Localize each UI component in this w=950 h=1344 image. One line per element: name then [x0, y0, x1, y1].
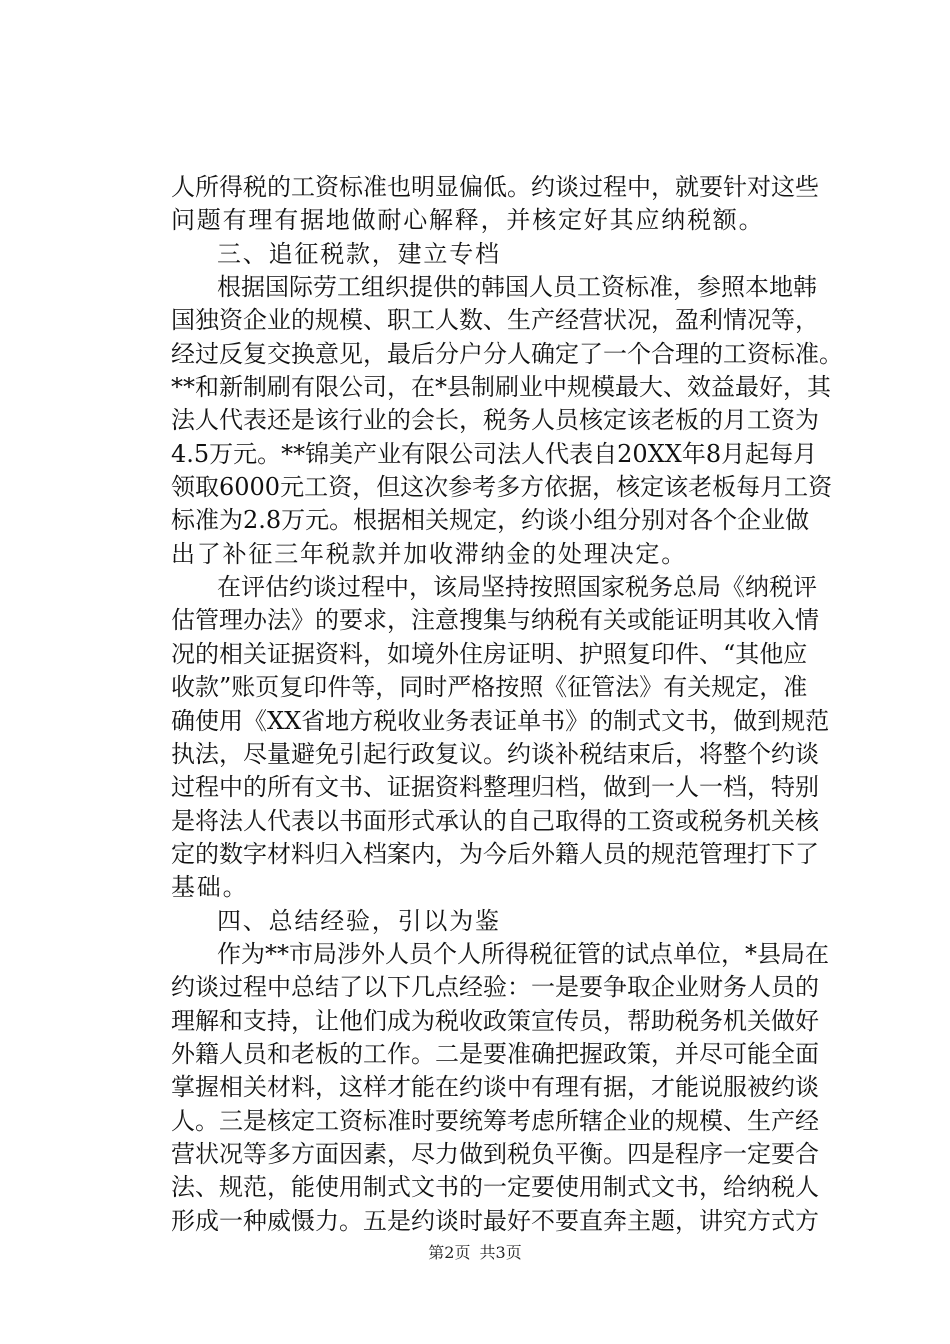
- text-line: 经过反复交换意见，最后分户分人确定了一个合理的工资标准。: [171, 339, 843, 368]
- text-line: 基础。: [171, 873, 249, 902]
- text-line: 在评估约谈过程中，该局坚持按照国家税务总局《纳税评: [217, 573, 817, 602]
- text-line: 人所得税的工资标准也明显偏低。约谈过程中，就要针对这些: [171, 173, 819, 201]
- text-line: **和新制刷有限公司，在*县制刷业中规模最大、效益最好，其: [171, 373, 831, 402]
- text-line: 根据国际劳工组织提供的韩国人员工资标准，参照本地韩: [217, 273, 817, 302]
- text-line: 况的相关证据资料，如境外住房证明、护照复印件、“其他应: [171, 639, 808, 668]
- text-line: 是将法人代表以书面形式承认的自己取得的工资或税务机关核: [171, 806, 819, 835]
- text-line: 四、总结经验，引以为鉴: [217, 906, 501, 935]
- text-line: 执法，尽量避免引起行政复议。约谈补税结束后，将整个约谈: [171, 739, 819, 768]
- text-line: 外籍人员和老板的工作。二是要准确把握政策，并尽可能全面: [171, 1039, 819, 1068]
- text-line: 标准为2.8万元。根据相关规定，约谈小组分别对各个企业做: [171, 506, 810, 535]
- text-line: 形成一种威慑力。五是约谈时最好不要直奔主题，讲究方式方: [171, 1206, 819, 1235]
- text-line: 三、追征税款，建立专档: [217, 239, 501, 268]
- text-line: 约谈过程中总结了以下几点经验：一是要争取企业财务人员的: [171, 973, 819, 1002]
- text-line: 4.5万元。**锦美产业有限公司法人代表自20XX年8月起每月: [171, 439, 818, 468]
- text-line: 理解和支持，让他们成为税收政策宣传员，帮助税务机关做好: [171, 1006, 819, 1035]
- page-footer: [0, 1243, 950, 1263]
- text-line: 估管理办法》的要求，注意搜集与纳税有关或能证明其收入情: [171, 606, 819, 635]
- document-body: [171, 171, 843, 1238]
- text-line: 出了补征三年税款并加收滞纳金的处理决定。: [171, 539, 687, 568]
- page-number: 第2页: [428, 1243, 471, 1262]
- text-line: 作为**市局涉外人员个人所得税征管的试点单位，*县局在: [217, 939, 829, 968]
- text-line: 法、规范，能使用制式文书的一定要使用制式文书，给纳税人: [171, 1173, 819, 1202]
- text-line: 掌握相关材料，这样才能在约谈中有理有据，才能说服被约谈: [171, 1073, 819, 1102]
- text-line: 人。三是核定工资标准时要统筹考虑所辖企业的规模、生产经: [171, 1106, 819, 1135]
- text-line: 过程中的所有文书、证据资料整理归档，做到一人一档，特别: [171, 773, 819, 802]
- page-total: 共3页: [479, 1243, 522, 1262]
- text-line: 确使用《XX省地方税收业务表证单书》的制式文书，做到规范: [171, 706, 830, 735]
- text-line: 定的数字材料归入档案内，为今后外籍人员的规范管理打下了: [171, 839, 819, 868]
- text-line: 领取6000元工资，但这次参考多方依据，核定该老板每月工资: [171, 473, 833, 502]
- text-line: 营状况等多方面因素，尽力做到税负平衡。四是程序一定要合: [171, 1139, 819, 1168]
- text-line: 问题有理有据地做耐心解释，并核定好其应纳税额。: [171, 206, 765, 235]
- text-line: 收款”账页复印件等，同时严格按照《征管法》有关规定，准: [171, 673, 808, 702]
- text-line: 国独资企业的规模、职工人数、生产经营状况，盈利情况等，: [171, 306, 819, 335]
- text-line: 法人代表还是该行业的会长，税务人员核定该老板的月工资为: [171, 406, 819, 435]
